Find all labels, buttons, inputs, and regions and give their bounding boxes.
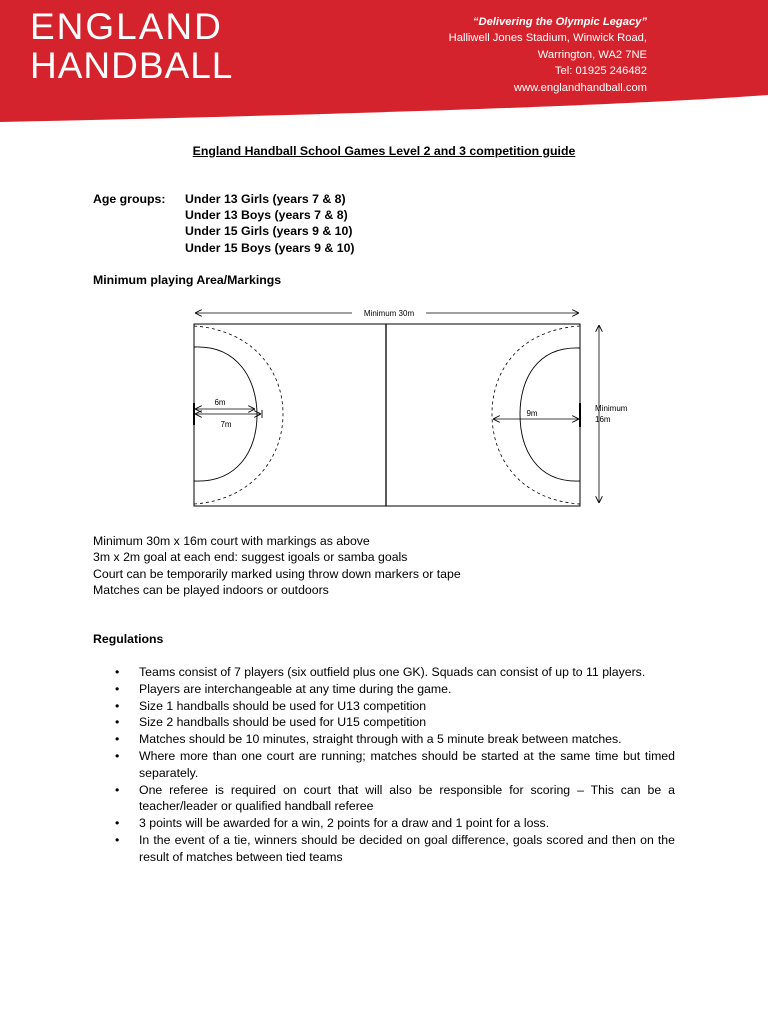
regulation-item: [93, 681, 675, 698]
court-note: Matches can be played indoors or outdoors: [93, 583, 329, 598]
bullet-icon: •: [115, 782, 120, 797]
regulation-text: Teams consist of 7 players (six outfield plus one GK). Squads can consist of up to 11 players.: [139, 665, 646, 679]
bullet-icon: •: [115, 816, 120, 831]
court-note: 3m x 2m goal at each end: suggest igoals or samba goals: [93, 550, 408, 565]
bullet-icon: •: [115, 748, 120, 763]
court-note: Minimum 30m x 16m court with markings as above: [93, 534, 370, 548]
contact-block: [449, 14, 647, 96]
bullet-icon: •: [115, 698, 120, 713]
seven-metre-label: 7m: [220, 420, 232, 429]
address-line-2: Warrington, WA2 7NE: [537, 48, 647, 61]
regulation-item: [93, 714, 675, 731]
age-group-item: Under 15 Girls (years 9 & 10): [185, 224, 353, 239]
england-handball-logo: [30, 8, 233, 84]
height-label-line-2: 16m: [595, 415, 611, 424]
regulation-item: [93, 815, 675, 832]
regulation-item: [93, 731, 675, 748]
regulation-text: One referee is required on court that will also be responsible for scoring – This can be a teacher/leader or qualified handball referee: [139, 782, 675, 814]
regulation-text: Size 1 handballs should be used for U13 competition: [139, 698, 427, 713]
regulations-heading: Regulations: [93, 632, 164, 646]
bullet-icon: •: [115, 732, 120, 747]
regulation-text: Players are interchangeable at any time during the game.: [139, 681, 452, 696]
regulation-item: [93, 782, 675, 816]
regulation-item: [93, 832, 675, 866]
regulation-text: Size 2 handballs should be used for U15 competition: [139, 715, 427, 730]
logo-line-handball: HANDBALL: [30, 45, 234, 86]
age-groups-list: [185, 191, 355, 256]
logo-line-england: ENGLAND: [30, 6, 223, 47]
age-group-item: Under 13 Boys (years 7 & 8): [185, 208, 348, 223]
slogan: “Delivering the Olympic Legacy”: [472, 16, 647, 28]
regulation-text: 3 points will be awarded for a win, 2 points for a draw and 1 point for a loss.: [139, 816, 550, 831]
playing-area-heading: Minimum playing Area/Markings: [93, 273, 282, 287]
bullet-icon: •: [115, 715, 120, 730]
bullet-icon: •: [115, 681, 120, 696]
regulation-item: [93, 698, 675, 715]
age-groups-label: Age groups:: [93, 192, 166, 206]
age-group-item: Under 13 Girls (years 7 & 8): [185, 192, 346, 206]
regulation-text: Where more than one court are running; matches should be started at the same time but timed separately.: [139, 748, 675, 780]
nine-metre-label: 9m: [526, 409, 538, 418]
regulation-item: [93, 664, 675, 681]
court-notes: [93, 533, 461, 599]
regulations-list: [93, 664, 675, 866]
telephone: Tel: 01925 246482: [554, 65, 647, 78]
court-note: Court can be temporarily marked using throw down markers or tape: [93, 566, 461, 581]
court-diagram: [185, 300, 655, 512]
regulation-item: [93, 748, 675, 782]
age-group-item: Under 15 Boys (years 9 & 10): [185, 240, 355, 255]
left-nine-metre-line: [194, 326, 283, 504]
six-metre-label: 6m: [214, 398, 226, 407]
document-title: England Handball School Games Level 2 and 3 competition guide: [192, 144, 576, 158]
address-line-1: Halliwell Jones Stadium, Winwick Road,: [448, 32, 647, 45]
regulation-text: Matches should be 10 minutes, straight through with a 5 minute break between matches.: [139, 732, 622, 747]
bullet-icon: •: [115, 832, 120, 847]
width-label: Minimum 30m: [363, 309, 415, 318]
website-link[interactable]: www.englandhandball.com: [513, 81, 647, 94]
height-label-line-1: Minimum: [595, 404, 628, 413]
bullet-icon: •: [115, 665, 120, 679]
regulation-text: In the event of a tie, winners should be decided on goal difference, goals scored and then on the result of matches between tied teams: [139, 832, 675, 864]
